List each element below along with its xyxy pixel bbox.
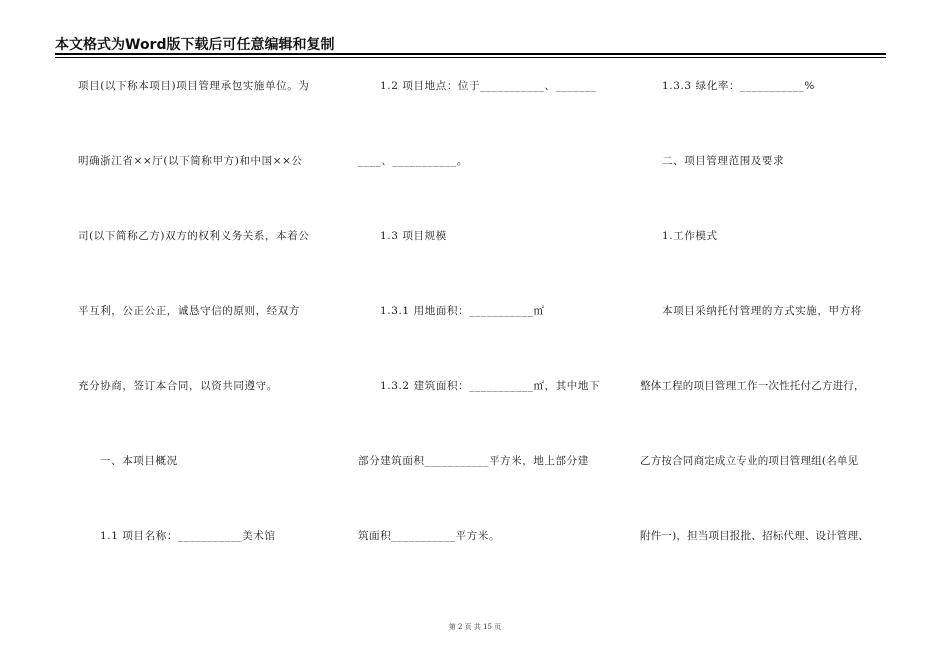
col3-line-7: 附件一)，担当项目报批、招标代理、设计管理、 [640, 530, 869, 542]
col1-line-7: 1.1 项目名称：___________美术馆 [100, 530, 276, 542]
col2-line-5: 1.3.2 建筑面积：___________㎡，其中地下 [380, 380, 601, 392]
col1-line-5: 充分协商，签订本合同，以资共同遵守。 [78, 380, 278, 392]
col3-line-4: 本项目采纳托付管理的方式实施，甲方将 [662, 305, 862, 317]
col3-line-1: 1.3.3 绿化率：___________% [662, 80, 815, 92]
col2-line-3: 1.3 项目规模 [380, 230, 447, 242]
col1-line-3: 司(以下简称乙方)双方的权利义务关系，本着公 [78, 230, 310, 242]
page-number-footer: 第 2 页 共 15 页 [448, 623, 502, 631]
col1-section-heading: 一、本项目概况 [100, 455, 178, 467]
col3-line-5: 整体工程的项目管理工作一次性托付乙方进行， [640, 380, 865, 392]
col2-line-6: 部分建筑面积___________平方米，地上部分建 [358, 455, 589, 467]
col1-line-1: 项目(以下称本项目)项目管理承包实施单位。为 [78, 80, 310, 92]
header-rule-thin [55, 57, 886, 58]
col3-line-6: 乙方按合同商定成立专业的项目管理组(名单见 [640, 455, 859, 467]
col2-line-4: 1.3.1 用地面积：___________㎡ [380, 305, 545, 317]
col1-line-2: 明确浙江省××厅(以下简称甲方)和中国××公 [78, 155, 303, 167]
col2-line-2: ____、___________。 [358, 155, 468, 167]
col3-section-heading: 二、项目管理范围及要求 [662, 155, 785, 167]
col2-line-7: 筑面积___________平方米。 [358, 530, 501, 542]
col3-line-3: 1.工作模式 [662, 230, 718, 242]
document-header-title: 本文格式为Word版下载后可任意编辑和复制 [55, 37, 335, 53]
col1-line-4: 平互利，公正公正，诚恳守信的原则，经双方 [78, 305, 300, 317]
header-rule-thick [55, 53, 886, 55]
col2-line-1: 1.2 项目地点：位于___________、_______ [380, 80, 597, 92]
